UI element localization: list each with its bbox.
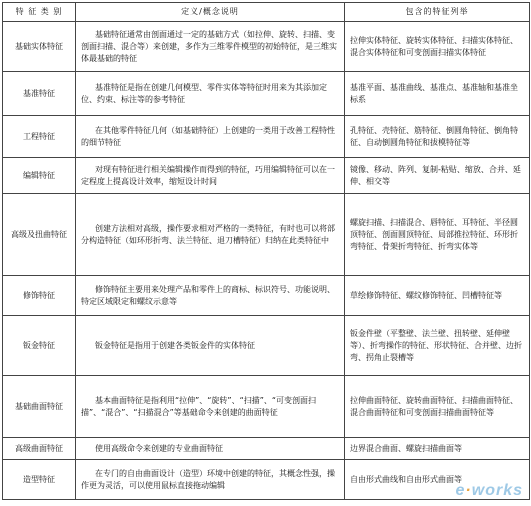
row-examples: 镜像、移动、阵列、复制-粘贴、缩放、合并、延伸、相交等	[345, 158, 530, 194]
row-definition: 创建方法相对高级，操作要求相对严格的一类特征，有时也可以将部分构造特征（如环形折弯、法兰特征、退刀槽特征）归纳在此类特征中	[76, 194, 345, 276]
table-row	[3, 158, 530, 194]
header-examples: 包含的特征列举	[345, 3, 530, 22]
row-definition: 在专门的自由曲面设计（造型）环境中创建的特征，其概念性强，操作更为灵活，可以使用鼠标直接拖动编辑	[76, 460, 345, 500]
row-definition: 钣金特征是指用于创建各类钣金件的实体特征	[76, 316, 345, 376]
table-row	[3, 72, 530, 116]
table-row	[3, 438, 530, 460]
row-definition: 基准特征是指在创建几何模型、零件实体等特征时用来为其添加定位、约束、标注等的参考特征	[76, 72, 345, 116]
row-category: 修饰特征	[3, 276, 76, 316]
row-examples: 边界混合曲面、螺旋扫描曲面等	[345, 438, 530, 460]
row-definition: 修饰特征主要用来处理产品和零件上的商标、标识符号、功能说明、特定区域限定和螺纹示意等	[76, 276, 345, 316]
watermark-dot: ·	[465, 482, 472, 499]
row-examples: 钣金件壁（平整壁、法兰壁、扭转壁、延伸壁等）、折弯操作的特征、形状特征、合并壁、边折弯、拐角止裂槽等	[345, 316, 530, 376]
row-examples: 孔特征、壳特征、筋特征、倒圆角特征、倒角特征、自动倒圆角特征和拔模特征等	[345, 116, 530, 158]
row-definition: 基本曲面特征是指利用“拉伸”、“旋转”、“扫描”、“可变剖面扫描”、“混合”、“扫描混合”等基础命令来创建的曲面特征	[76, 376, 345, 438]
table-row	[3, 22, 530, 72]
table-row	[3, 194, 530, 276]
row-definition: 使用高级命令来创建的专业曲面特征	[76, 438, 345, 460]
row-examples: 基准平面、基准曲线、基准点、基准轴和基准坐标系	[345, 72, 530, 116]
row-definition: 对现有特征进行相关编辑操作而得到的特征，巧用编辑特征可以在一定程度上提高设计效率，缩短设计时间	[76, 158, 345, 194]
row-examples: 螺旋扫描、扫描混合、唇特征、耳特征、半径圆顶特征、剖面圆顶特征、局部推拉特征、环形折弯特征、骨架折弯特征、折弯实体等	[345, 194, 530, 276]
row-category: 基础曲面特征	[3, 376, 76, 438]
watermark-prefix: e	[455, 482, 466, 499]
row-category: 基础实体特征	[3, 22, 76, 72]
table-row	[3, 376, 530, 438]
table-row	[3, 276, 530, 316]
header-category: 特 征 类 别	[3, 3, 76, 22]
row-examples: 拉伸曲面特征、旋转曲面特征、扫描曲面特征、混合曲面特征和可变剖面扫描曲面特征等	[345, 376, 530, 438]
row-examples: 自由形式曲线和自由形式曲面等	[345, 460, 530, 500]
row-definition: 基础特征通常由剖面通过一定的基础方式（如拉伸、旋转、扫描、变剖面扫描、混合等）来创建，多作为三维零件模型的初始特征，是三维实体最基础的特征	[76, 22, 345, 72]
row-category: 编辑特征	[3, 158, 76, 194]
table-row	[3, 316, 530, 376]
row-examples: 拉伸实体特征、旋转实体特征、扫描实体特征、混合实体特征和可变剖面扫描实体特征	[345, 22, 530, 72]
table-header-row	[3, 3, 530, 22]
row-category: 高级及扭曲特征	[3, 194, 76, 276]
row-category: 工程特征	[3, 116, 76, 158]
feature-table	[2, 2, 530, 500]
row-definition: 在其他零件特征几何（如基础特征）上创建的一类用于改善工程特性的细节特征	[76, 116, 345, 158]
header-definition: 定义/概念说明	[76, 3, 345, 22]
watermark-logo	[456, 482, 523, 500]
row-category: 高级曲面特征	[3, 438, 76, 460]
table-row	[3, 116, 530, 158]
row-examples: 草绘修饰特征、螺纹修饰特征、凹槽特征等	[345, 276, 530, 316]
table-row	[3, 460, 530, 500]
watermark-suffix: works	[471, 482, 523, 499]
row-category: 钣金特征	[3, 316, 76, 376]
row-category: 造型特征	[3, 460, 76, 500]
row-category: 基准特征	[3, 72, 76, 116]
